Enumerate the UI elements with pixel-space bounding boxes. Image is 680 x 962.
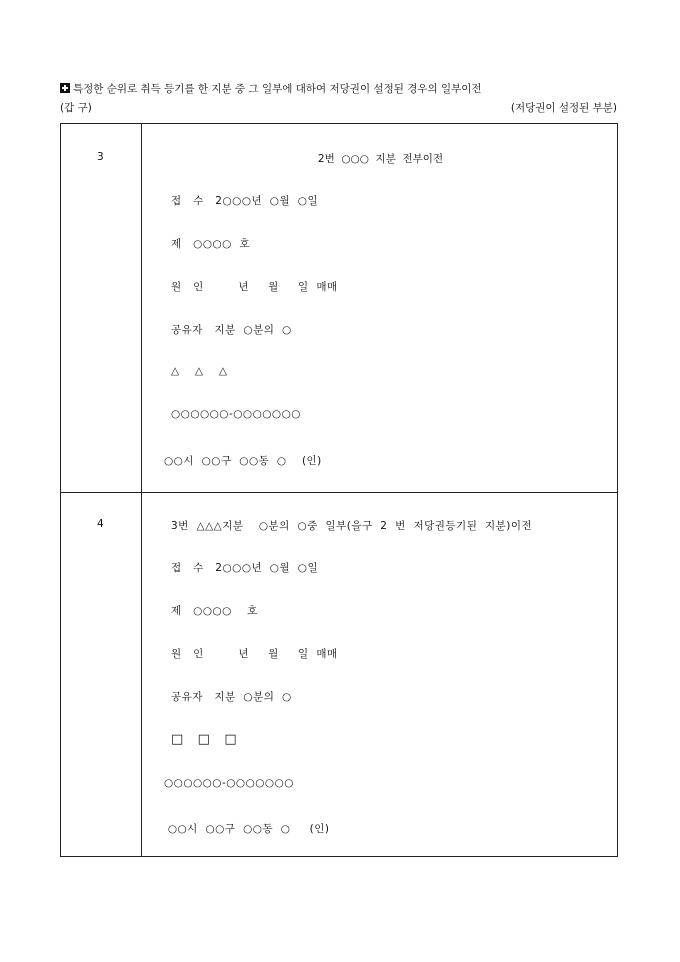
owner-address: ○○시 ○○구 ○○동 ○ (인) — [164, 823, 330, 835]
registry-table — [60, 123, 618, 857]
co-owner-share: 공유자 지분 ○분의 ○ — [171, 324, 292, 336]
receipt-number: 제 ○○○○ 호 — [171, 605, 258, 617]
cross-square-icon — [60, 83, 70, 93]
owner-name: □ □ □ — [171, 732, 238, 747]
section-note: (저당권이 설정된 부분) — [510, 102, 617, 114]
column-divider — [141, 124, 142, 856]
row-number: 3 — [97, 151, 104, 163]
document-heading — [60, 81, 482, 96]
registration-number: ○○○○○○-○○○○○○○ — [171, 408, 301, 420]
owner-name: △ △ △ — [171, 365, 228, 377]
owner-address: ○○시 ○○구 ○○동 ○ (인) — [164, 455, 322, 467]
cause-line: 원 인 년 월 일 매매 — [171, 648, 338, 660]
heading-text: 특정한 순위로 취득 등기를 한 지분 중 그 일부에 대하여 저당권이 설정된 경우의 일부이전 — [73, 83, 482, 95]
row-number: 4 — [97, 518, 104, 530]
row-title: 3번 △△△지분 ○분의 ○중 일부(을구 2 번 저당권등기된 지분)이전 — [171, 520, 533, 532]
cause-line: 원 인 년 월 일 매매 — [171, 281, 338, 293]
row-title: 2번 ○○○ 지분 전부이전 — [317, 153, 444, 165]
row-divider — [61, 492, 617, 493]
receipt-date: 접 수 2○○○년 ○월 ○일 — [171, 562, 319, 574]
registration-number: ○○○○○○-○○○○○○○ — [164, 777, 294, 789]
section-label: (갑 구) — [60, 102, 92, 114]
receipt-date: 접 수 2○○○년 ○월 ○일 — [171, 195, 319, 207]
co-owner-share: 공유자 지분 ○분의 ○ — [171, 691, 292, 703]
receipt-number: 제 ○○○○ 호 — [171, 238, 251, 250]
